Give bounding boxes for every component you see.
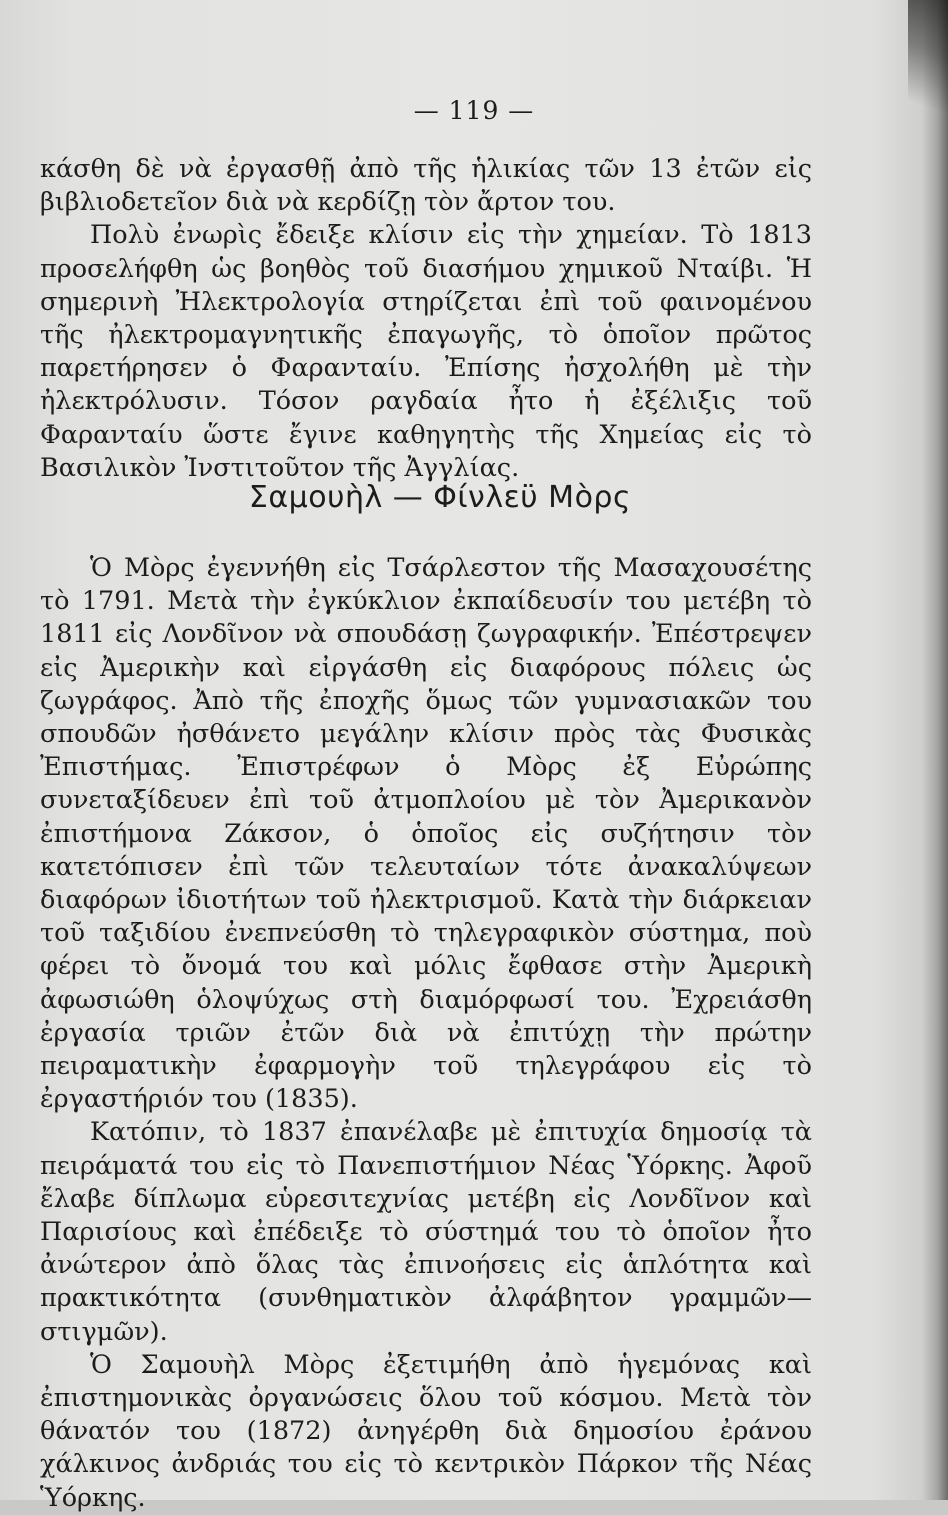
continued-paragraph: κάσθη δὲ νὰ ἐργασθῇ ἀπὸ τῆς ἡλικίας τῶν 13 ἐτῶν εἰς βιβλιοδετεῖον διὰ νὰ κερδίζῃ τὸν ἄρτον του. [40,154,812,218]
morse-section [40,552,812,1515]
faraday-section [40,153,812,485]
page-number: — 119 — [413,96,535,125]
section-heading: Σαμουὴλ — Φίνλεϋ Μὸρς [248,480,632,515]
morse-paragraph-2: Κατόπιν, τὸ 1837 ἐπανέλαβε μὲ ἐπιτυχία δημοσίᾳ τὰ πειράματά του εἰς τὸ Πανεπιστήμιον Νέας Ὑόρκης. Ἀφοῦ ἔλαβε δίπλωμα εὑρεσιτεχνίας μετέβη εἰς Λονδῖνον καὶ Παρισίους καὶ ἐπέδειξε τὸ σύστημά του τὸ ὁποῖον ἦτο ἀνώτερον ἀπὸ ὅλας τὰς ἐπινοήσεις εἰς ἁπλότητα καὶ πρακτικότητα (συνθηματικὸν ἀλφάβητον γραμμῶν—στιγμῶν). [40,1117,812,1347]
morse-paragraph-3: Ὁ Σαμουὴλ Μὸρς ἐξετιμήθη ἀπὸ ἡγεμόνας καὶ ἐπιστημονικὰς ὀργανώσεις ὅλου τοῦ κόσμου. Μετὰ τὸν θάνατόν του (1872) ἀνηγέρθη διὰ δημοσίου ἐράνου χάλκινος ἀνδριάς του εἰς τὸ κεντρικὸν Πάρκον τῆς Νέας Ὑόρκης. [40,1349,812,1513]
morse-paragraph-1: Ὁ Μὸρς ἐγεννήθη εἰς Τσάρλεστον τῆς Μασαχουσέτης τὸ 1791. Μετὰ τὴν ἐγκύκλιον ἐκπαίδευσίν του μετέβη τὸ 1811 εἰς Λονδῖνον νὰ σπουδάσῃ ζωγραφικήν. Ἐπέστρεψεν εἰς Ἀμερικὴν καὶ εἰργάσθη εἰς διαφόρους πόλεις ὡς ζωγράφος. Ἀπὸ τῆς ἐποχῆς ὅμως τῶν γυμνασιακῶν του σπουδῶν ἠσθάνετο μεγάλην κλίσιν πρὸς τὰς Φυσικὰς Ἐπιστήμας. Ἐπιστρέφων ὁ Μὸρς ἐξ Εὐρώπης συνεταξίδευεν ἐπὶ τοῦ ἀτμοπλοίου μὲ τὸν Ἀμερικανὸν ἐπιστήμονα Ζάκσον, ὁ ὁποῖος εἰς συζήτησιν τὸν κατετόπισεν ἐπὶ τῶν τελευταίων τότε ἀνακαλύψεων διαφόρων ἰδιοτήτων τοῦ ἠλεκτρισμοῦ. Κατὰ τὴν διάρκειαν τοῦ ταξιδίου ἐνεπνεύσθη τὸ τηλεγραφικὸν σύστημα, ποὺ φέρει τὸ ὄνομά του καὶ μόλις ἔφθασε στὴν Ἀμερικὴ ἀφωσιώθη ὁλοψύχως στὴ διαμόρφωσί του. Ἐχρειάσθη ἐργασία τριῶν ἐτῶν διὰ νὰ ἐπιτύχῃ τὴν πρώτην πειραματικὴν ἐφαρμογὴν τοῦ τηλεγράφου εἰς τὸ ἐργαστήριόν του (1835). [40,553,812,1115]
faraday-paragraph: Πολὺ ἐνωρὶς ἔδειξε κλίσιν εἰς τὴν χημείαν. Τὸ 1813 προσελήφθη ὡς βοηθὸς τοῦ διασήμου χημικοῦ Νταίβι. Ἡ σημερινὴ Ἠλεκτρολογία στηρίζεται ἐπὶ τοῦ φαινομένου τῆς ἠλεκτρομαγνητικῆς ἐπαγωγῆς, τὸ ὁποῖον πρῶτος παρετήρησεν ὁ Φαρανταίυ. Ἐπίσης ἠσχολήθη μὲ τὴν ἠλεκτρόλυσιν. Τόσον ραγδαία ἦτο ἡ ἐξέλιξις τοῦ Φαρανταίυ ὥστε ἔγινε καθηγητὴς τῆς Χημείας εἰς τὸ Βασιλικὸν Ἰνστιτοῦτον τῆς Ἀγγλίας. [40,220,812,483]
binding-shadow [922,0,948,1500]
